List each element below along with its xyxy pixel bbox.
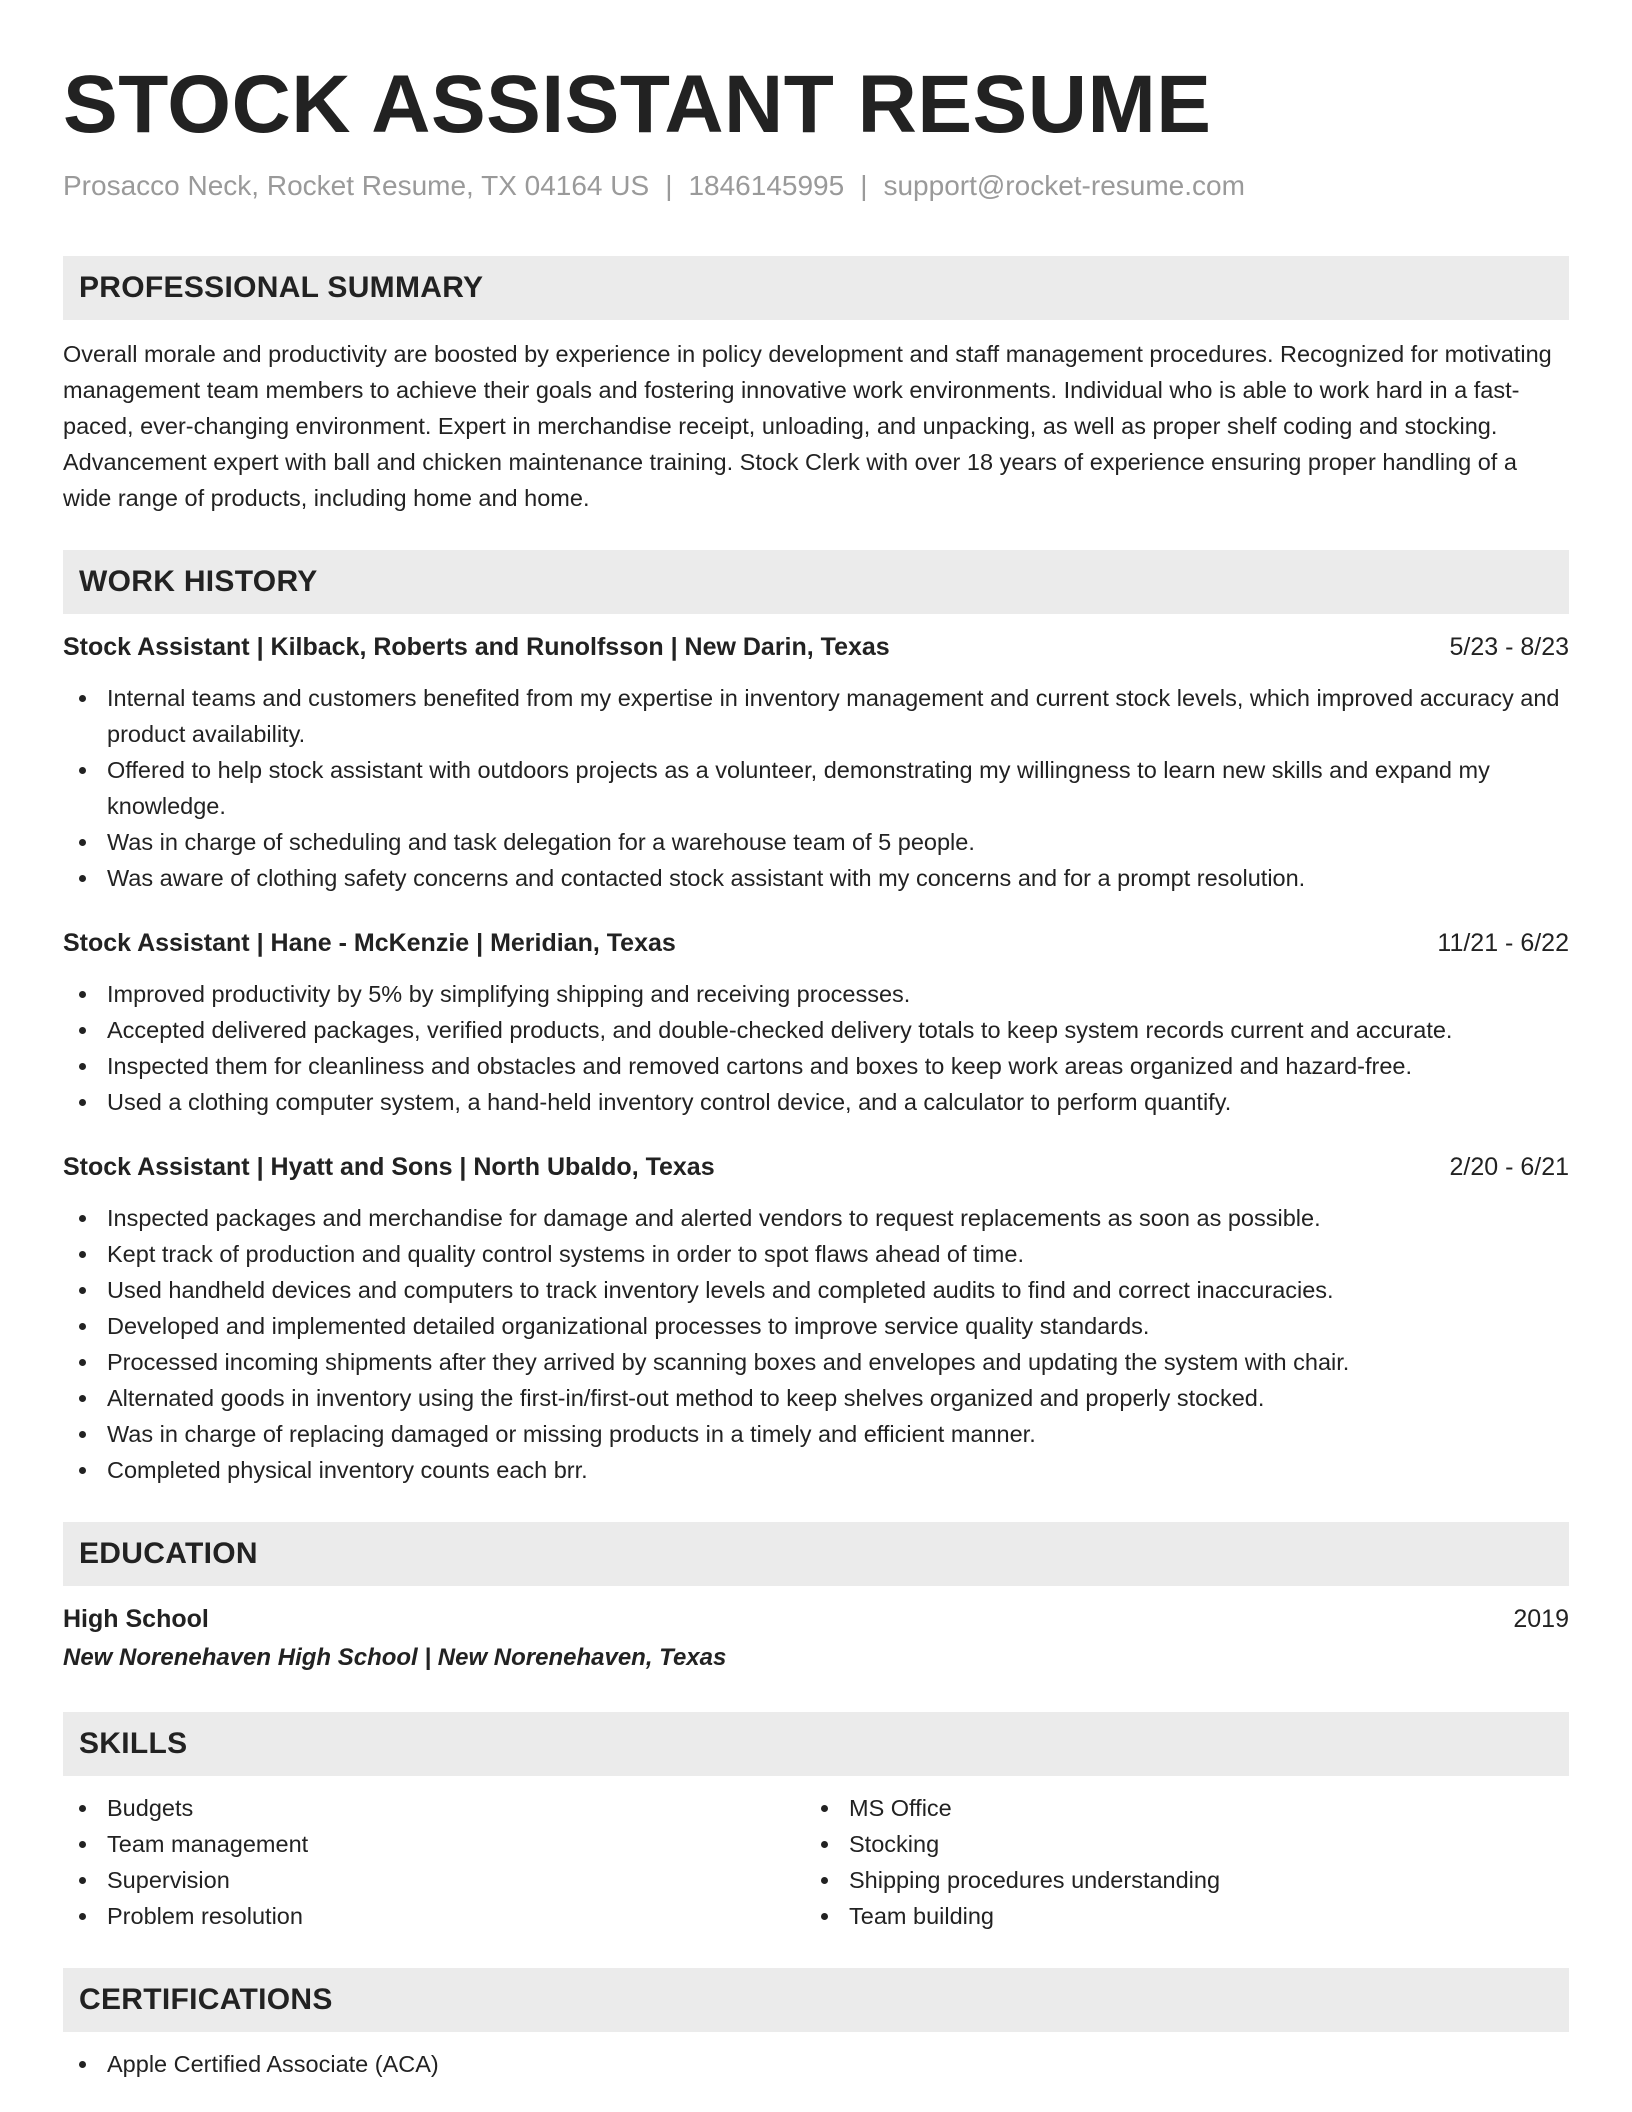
job-dates: 5/23 - 8/23 bbox=[1449, 633, 1569, 661]
job-header bbox=[63, 1148, 1569, 1186]
job-entry bbox=[63, 1148, 1569, 1488]
skill-item: Stocking bbox=[805, 1826, 1547, 1862]
job-bullets bbox=[63, 680, 1569, 896]
job-header bbox=[63, 628, 1569, 666]
skill-item: Shipping procedures understanding bbox=[805, 1862, 1547, 1898]
resume-title: STOCK ASSISTANT RESUME bbox=[63, 59, 1212, 150]
job-bullet: Improved productivity by 5% by simplifying shipping and receiving processes. bbox=[63, 976, 1569, 1012]
section-header-skills: SKILLS bbox=[63, 1712, 1569, 1776]
contact-separator: | bbox=[860, 170, 868, 201]
job-bullet: Processed incoming shipments after they arrived by scanning boxes and envelopes and updating the system with chair. bbox=[63, 1344, 1569, 1380]
education-degree: High School bbox=[63, 1605, 209, 1633]
skills-column-left bbox=[63, 1790, 805, 1934]
job-heading: Stock Assistant | Hyatt and Sons | North Ubaldo, Texas bbox=[63, 1153, 715, 1181]
skill-item: Team building bbox=[805, 1898, 1547, 1934]
job-bullet: Inspected packages and merchandise for damage and alerted vendors to request replacements as soon as possible. bbox=[63, 1200, 1569, 1236]
contact-address: Prosacco Neck, Rocket Resume, TX 04164 US bbox=[63, 170, 650, 201]
job-bullets bbox=[63, 1200, 1569, 1488]
contact-phone: 1846145995 bbox=[688, 170, 845, 201]
skill-item: Problem resolution bbox=[63, 1898, 805, 1934]
section-header-certifications: CERTIFICATIONS bbox=[63, 1968, 1569, 2032]
skills-grid bbox=[63, 1790, 1569, 1934]
skill-item: Budgets bbox=[63, 1790, 805, 1826]
job-bullet: Internal teams and customers benefited from my expertise in inventory management and current stock levels, which improved accuracy and product availability. bbox=[63, 680, 1569, 752]
job-bullet: Used handheld devices and computers to track inventory levels and completed audits to find and correct inaccuracies. bbox=[63, 1272, 1569, 1308]
job-bullet: Accepted delivered packages, verified products, and double-checked delivery totals to keep system records current and accurate. bbox=[63, 1012, 1569, 1048]
job-bullet: Used a clothing computer system, a hand-held inventory control device, and a calculator to perform quantify. bbox=[63, 1084, 1569, 1120]
job-bullet: Alternated goods in inventory using the first-in/first-out method to keep shelves organized and properly stocked. bbox=[63, 1380, 1569, 1416]
job-entry bbox=[63, 924, 1569, 1120]
section-header-summary: PROFESSIONAL SUMMARY bbox=[63, 256, 1569, 320]
certification-item: Apple Certified Associate (ACA) bbox=[63, 2046, 1569, 2082]
job-heading: Stock Assistant | Hane - McKenzie | Meridian, Texas bbox=[63, 929, 676, 957]
job-dates: 2/20 - 6/21 bbox=[1449, 1153, 1569, 1181]
job-heading: Stock Assistant | Kilback, Roberts and Runolfsson | New Darin, Texas bbox=[63, 633, 890, 661]
skill-item: Supervision bbox=[63, 1862, 805, 1898]
job-bullet: Offered to help stock assistant with outdoors projects as a volunteer, demonstrating my willingness to learn new skills and expand my knowledge. bbox=[63, 752, 1569, 824]
summary-text: Overall morale and productivity are boosted by experience in policy development and staff management procedures. Recognized for motivating management team members to achieve their goals and fostering innovative work environments. Individual who is able to work hard in a fast-paced, ever-changing environment. Expert in merchandise receipt, unloading, and unpacking, as well as proper shelf coding and stocking. Advancement expert with ball and chicken maintenance training. Stock Clerk with over 18 years of experience ensuring proper handling of a wide range of products, including home and home. bbox=[63, 341, 1552, 511]
education-school: New Norenehaven High School | New Norenehaven, Texas bbox=[63, 1644, 727, 1671]
contact-line bbox=[63, 168, 1569, 204]
education-header bbox=[63, 1600, 1569, 1638]
job-bullet: Developed and implemented detailed organizational processes to improve service quality standards. bbox=[63, 1308, 1569, 1344]
job-header bbox=[63, 924, 1569, 962]
skill-item: MS Office bbox=[805, 1790, 1547, 1826]
skill-item: Team management bbox=[63, 1826, 805, 1862]
skills-column-right bbox=[805, 1790, 1547, 1934]
section-header-education: EDUCATION bbox=[63, 1522, 1569, 1586]
job-bullets bbox=[63, 976, 1569, 1120]
education-year: 2019 bbox=[1513, 1605, 1569, 1633]
contact-email: support@rocket-resume.com bbox=[883, 170, 1245, 201]
contact-separator: | bbox=[665, 170, 673, 201]
job-bullet: Kept track of production and quality control systems in order to spot flaws ahead of time. bbox=[63, 1236, 1569, 1272]
job-dates: 11/21 - 6/22 bbox=[1437, 929, 1569, 957]
job-bullet: Inspected them for cleanliness and obstacles and removed cartons and boxes to keep work areas organized and hazard-free. bbox=[63, 1048, 1569, 1084]
certifications-list bbox=[63, 2046, 1569, 2082]
job-bullet: Was aware of clothing safety concerns and contacted stock assistant with my concerns and for a prompt resolution. bbox=[63, 860, 1569, 896]
job-bullet: Was in charge of replacing damaged or missing products in a timely and efficient manner. bbox=[63, 1416, 1569, 1452]
section-header-work-history: WORK HISTORY bbox=[63, 550, 1569, 614]
job-bullet: Was in charge of scheduling and task delegation for a warehouse team of 5 people. bbox=[63, 824, 1569, 860]
job-bullet: Completed physical inventory counts each brr. bbox=[63, 1452, 1569, 1488]
job-entry bbox=[63, 628, 1569, 896]
